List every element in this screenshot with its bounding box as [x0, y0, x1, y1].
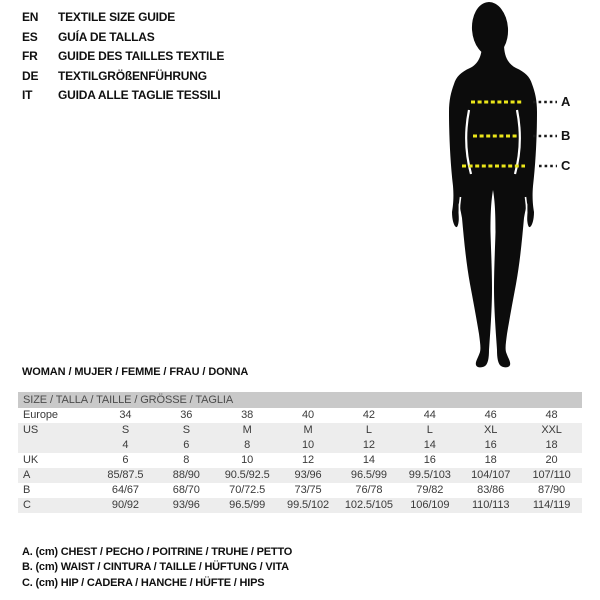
table-row-chest-a — [18, 468, 582, 483]
lang-code: DE — [22, 68, 39, 83]
cell: 70/72.5 — [229, 484, 266, 496]
cell: 8 — [244, 439, 251, 451]
lang-title: TEXTILGRÖßENFÜHRUNG — [58, 68, 207, 83]
cell: XXL — [541, 424, 562, 436]
lang-row-it — [22, 86, 224, 106]
cell: 44 — [423, 409, 436, 421]
marker-label-c: C — [561, 158, 571, 173]
lang-title: GUÍA DE TALLAS — [58, 29, 155, 44]
cell: 90.5/92.5 — [224, 469, 270, 481]
cell: 36 — [180, 409, 193, 421]
cell: 79/82 — [416, 484, 444, 496]
cell: 10 — [241, 454, 254, 466]
row-label — [18, 438, 95, 453]
lang-row-fr — [22, 47, 224, 67]
cell: S — [121, 424, 130, 436]
cell: 83/86 — [477, 484, 505, 496]
note-chest: A. (cm) CHEST / PECHO / POITRINE / TRUHE / PETTO — [22, 546, 293, 558]
cell: 18 — [484, 454, 497, 466]
cell: 99.5/102 — [287, 499, 330, 511]
cell: XL — [484, 424, 498, 436]
row-label: UK — [23, 454, 39, 466]
cell: 93/96 — [172, 499, 200, 511]
woman-silhouette-figure — [420, 0, 565, 372]
cell: 18 — [545, 439, 558, 451]
row-label: A — [23, 469, 31, 481]
cell: 114/119 — [532, 499, 571, 511]
cell: 96.5/99 — [350, 469, 387, 481]
size-table — [18, 392, 582, 513]
cell: 20 — [545, 454, 558, 466]
cell: 102.5/105 — [344, 499, 393, 511]
cell: 73/75 — [294, 484, 322, 496]
table-row-waist-b — [18, 483, 582, 498]
cell: 64/67 — [111, 484, 139, 496]
cell: 42 — [362, 409, 375, 421]
cell: 8 — [183, 454, 190, 466]
table-row-us-numeric — [18, 438, 582, 453]
cell: 40 — [302, 409, 315, 421]
cell: 104/107 — [471, 469, 511, 481]
cell: 88/90 — [172, 469, 200, 481]
row-label: US — [23, 424, 39, 436]
cell: 6 — [122, 454, 129, 466]
row-label: C — [23, 499, 31, 511]
lang-title: TEXTILE SIZE GUIDE — [58, 10, 176, 24]
table-row-hip-c — [18, 498, 582, 513]
lang-title: GUIDE DES TAILLES TEXTILE — [58, 49, 225, 63]
lang-code: FR — [22, 49, 38, 63]
lang-title: GUIDA ALLE TAGLIE TESSILI — [58, 88, 221, 102]
row-label: Europe — [23, 409, 58, 421]
cell: 85/87.5 — [107, 469, 144, 481]
cell: 6 — [183, 439, 190, 451]
cell: 76/78 — [355, 484, 383, 496]
cell: 106/109 — [410, 499, 450, 511]
cell: 10 — [302, 439, 315, 451]
cell: 38 — [241, 409, 254, 421]
cell: 14 — [423, 439, 436, 451]
table-header: SIZE / TALLA / TAILLE / GRÖSSE / TAGLIA — [18, 392, 582, 408]
cell: 93/96 — [294, 469, 322, 481]
cell: 110/113 — [471, 499, 510, 511]
language-title-list — [22, 8, 224, 106]
measurement-notes — [22, 545, 292, 591]
lang-row-en — [22, 8, 224, 28]
cell: M — [242, 424, 252, 436]
cell: S — [182, 424, 190, 436]
lang-code: EN — [22, 10, 39, 24]
cell: 99.5/103 — [408, 469, 451, 481]
section-title: WOMAN / MUJER / FEMME / FRAU / DONNA — [22, 366, 249, 378]
cell: 16 — [423, 454, 436, 466]
note-waist: B. (cm) WAIST / CINTURA / TAILLE / HÜFTUNG / VITA — [22, 561, 289, 574]
cell: 16 — [484, 439, 497, 451]
marker-label-a: A — [561, 94, 571, 109]
cell: 34 — [119, 409, 132, 421]
cell: L — [426, 424, 433, 436]
cell: 96.5/99 — [229, 499, 266, 511]
row-label: B — [23, 484, 31, 496]
cell: L — [365, 424, 372, 436]
table-row-us — [18, 423, 582, 438]
cell: 107/110 — [532, 469, 571, 481]
note-hip: C. (cm) HIP / CADERA / HANCHE / HÜFTE / HIPS — [22, 576, 265, 589]
cell: 87/90 — [538, 484, 566, 496]
cell: M — [303, 424, 313, 436]
woman-silhouette-icon — [420, 0, 565, 372]
cell: 14 — [362, 454, 375, 466]
cell: 12 — [302, 454, 315, 466]
cell: 4 — [122, 439, 129, 451]
lang-code: ES — [22, 29, 38, 44]
table-row-uk — [18, 453, 582, 468]
cell: 12 — [362, 439, 375, 451]
cell: 46 — [484, 409, 497, 421]
lang-code: IT — [22, 88, 33, 102]
lang-row-es — [22, 28, 224, 48]
lang-row-de — [22, 67, 224, 87]
cell: 48 — [545, 409, 558, 421]
cell: 68/70 — [172, 484, 200, 496]
marker-label-b: B — [561, 128, 571, 143]
table-row-europe — [18, 408, 582, 423]
cell: 90/92 — [111, 499, 139, 511]
